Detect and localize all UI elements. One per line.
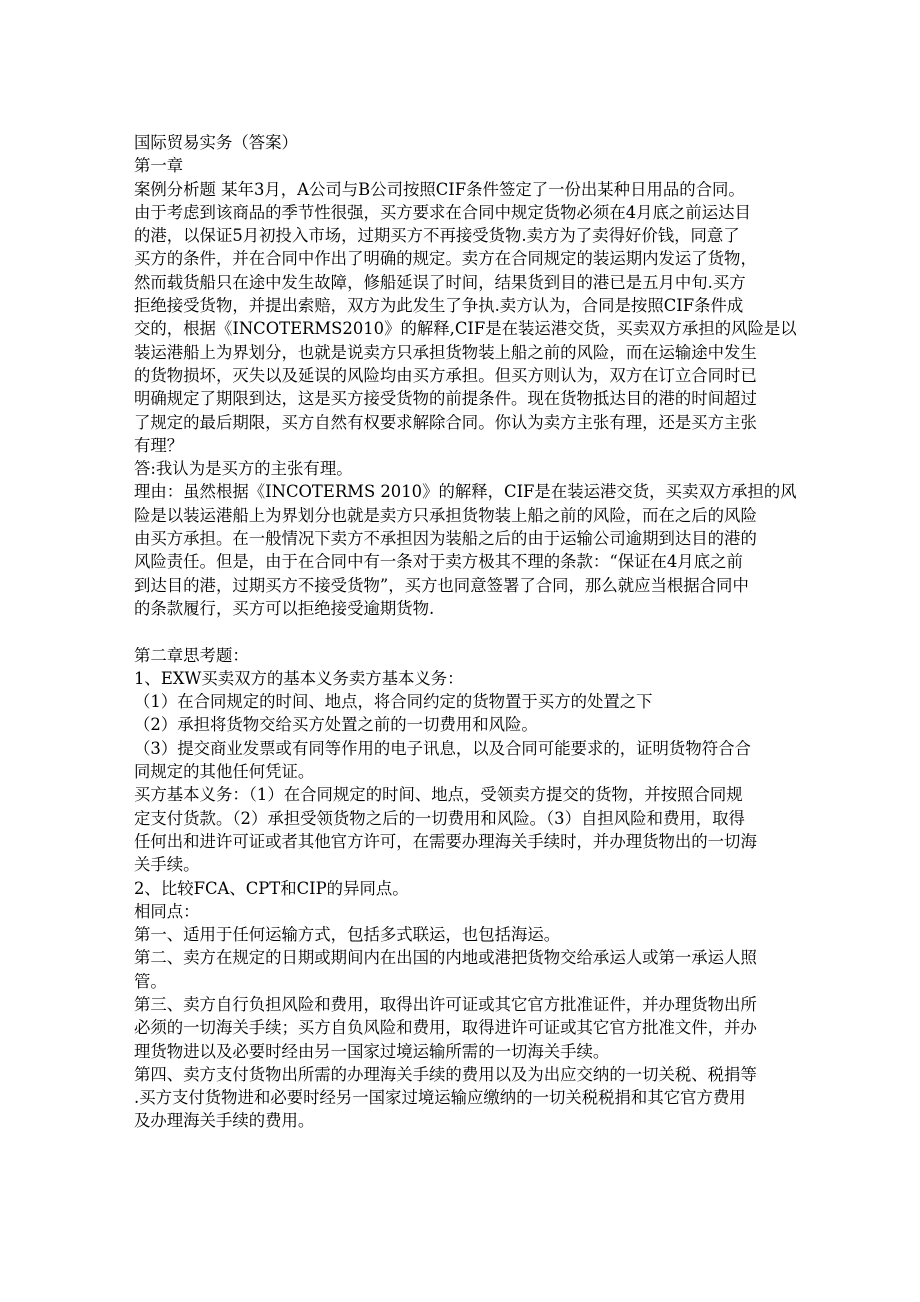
paragraph-line: 2、比较FCA、CPT和CIP的异同点。 bbox=[134, 878, 409, 898]
paragraph-line: 由买方承担。在一般情况下卖方不承担因为装船之后的由于运输公司逾期到达目的港的 bbox=[134, 529, 757, 549]
paragraph-line: 管。 bbox=[134, 971, 167, 991]
paragraph-line: 拒绝接受货物，并提出索赔，双方为此发生了争执.卖方认为，合同是按照CIF条件成 bbox=[134, 296, 744, 316]
paragraph-line: （2）承担将货物交给买方处置之前的一切费用和风险。 bbox=[134, 715, 538, 735]
paragraph-line: 风险责任。但是，由于在合同中有一条对于卖方极其不理的条款：“保证在4月底之前 bbox=[134, 552, 743, 572]
paragraph-line: 第三、卖方自行负担风险和费用，取得出许可证或其它官方批准证件，并办理货物出所 bbox=[134, 994, 757, 1014]
paragraph-line: 装运港船上为界划分，也就是说卖方只承担货物装上船之前的风险，而在运输途中发生 bbox=[134, 342, 757, 362]
paragraph-line: 买方基本义务：（1）在合同规定的时间、地点，受领卖方提交的货物，并按照合同规 bbox=[134, 785, 743, 805]
paragraph-line: 关手续。 bbox=[134, 855, 200, 875]
paragraph-line: 1、EXW买卖双方的基本义务卖方基本义务： bbox=[134, 668, 464, 688]
paragraph-line: 由于考虑到该商品的季节性很强，买方要求在合同中规定货物必须在4月底之前运达目 bbox=[134, 202, 751, 222]
paragraph-line: 必须的一切海关手续；买方自负风险和费用，取得进许可证或其它官方批准文件，并办 bbox=[134, 1018, 757, 1038]
paragraph-line: 任何出和进许可证或者其他官方许可，在需要办理海关手续时，并办理货物出的一切海 bbox=[134, 831, 757, 851]
paragraph-line: 案例分析题 某年3月，A公司与B公司按照CIF条件签定了一份出某种日用品的合同。 bbox=[134, 179, 745, 199]
paragraph-line: 同规定的其他任何凭证。 bbox=[134, 762, 315, 782]
paragraph-line: 理货物进以及必要时经由另一国家过境运输所需的一切海关手续。 bbox=[134, 1041, 610, 1061]
paragraph-line: 相同点： bbox=[134, 901, 200, 921]
paragraph-line: 及办理海关手续的费用。 bbox=[134, 1111, 315, 1131]
case-analysis-paragraph bbox=[134, 178, 802, 458]
paragraph-line: 买方的条件，并在合同中作出了明确的规定。卖方在合同规定的装运期内发运了货物， bbox=[134, 249, 757, 269]
spacer bbox=[134, 620, 802, 643]
chapter1-heading: 第一章 bbox=[134, 156, 184, 176]
paragraph-line: .买方支付货物进和必要时经另一国家过境运输应缴纳的一切关税税捐和其它官方费用 bbox=[134, 1088, 746, 1108]
paragraph-line: 了规定的最后期限，买方自然有权要求解除合同。你认为卖方主张有理，还是买方主张 bbox=[134, 412, 757, 432]
paragraph-line: 险是以装运港船上为界划分也就是卖方只承担货物装上船之前的风险，而在之后的风险 bbox=[134, 505, 757, 525]
paragraph-line: 有理？ bbox=[134, 435, 184, 455]
chapter2-body bbox=[134, 667, 802, 1133]
paragraph-line: 然而载货船只在途中发生故障，修船延误了时间，结果货到目的港已是五月中旬.买方 bbox=[134, 272, 746, 292]
paragraph-line: 第一、适用于任何运输方式，包括多式联运，也包括海运。 bbox=[134, 925, 561, 945]
document-page bbox=[134, 131, 802, 1133]
paragraph-line: 定支付货款。（2）承担受领货物之后的一切费用和风险。（3）自担风险和费用，取得 bbox=[134, 808, 745, 828]
paragraph-line: 交的，根据《INCOTERMS2010》的解释,CIF是在装运港交货，买卖双方承担的风险是以 bbox=[134, 319, 797, 339]
chapter2-heading: 第二章思考题： bbox=[134, 645, 249, 665]
paragraph-line: （1）在合同规定的时间、地点，将合同约定的货物置于买方的处置之下 bbox=[134, 692, 653, 712]
paragraph-line: 的港，以保证5月初投入市场，过期买方不再接受货物.卖方为了卖得好价钱，同意了 bbox=[134, 226, 740, 246]
paragraph-line: 第四、卖方支付货物出所需的办理海关手续的费用以及为出应交纳的一切关税、税捐等 bbox=[134, 1064, 757, 1084]
paragraph-line: 理由：虽然根据《INCOTERMS 2010》的解释，CIF是在装运港交货，买卖双方承担的风 bbox=[134, 482, 797, 502]
paragraph-line: 明确规定了期限到达，这是买方接受货物的前提条件。现在货物抵达目的港的时间超过 bbox=[134, 389, 757, 409]
answer-line: 答:我认为是买方的主张有理。 bbox=[134, 459, 353, 479]
reason-paragraph bbox=[134, 480, 802, 620]
paragraph-line: 的条款履行，买方可以拒绝接受逾期货物. bbox=[134, 598, 435, 618]
paragraph-line: 第二、卖方在规定的日期或期间内在出国的内地或港把货物交给承运人或第一承运人照 bbox=[134, 948, 757, 968]
paragraph-line: 到达目的港，过期买方不接受货物”，买方也同意签署了合同，那么就应当根据合同中 bbox=[134, 575, 749, 595]
document-title: 国际贸易实务（答案） bbox=[134, 133, 298, 152]
paragraph-line: （3）提交商业发票或有同等作用的电子讯息，以及合同可能要求的，证明货物符合合 bbox=[134, 738, 751, 758]
paragraph-line: 的货物损坏，灭失以及延误的风险均由买方承担。但买方则认为，双方在订立合同时已 bbox=[134, 365, 757, 385]
